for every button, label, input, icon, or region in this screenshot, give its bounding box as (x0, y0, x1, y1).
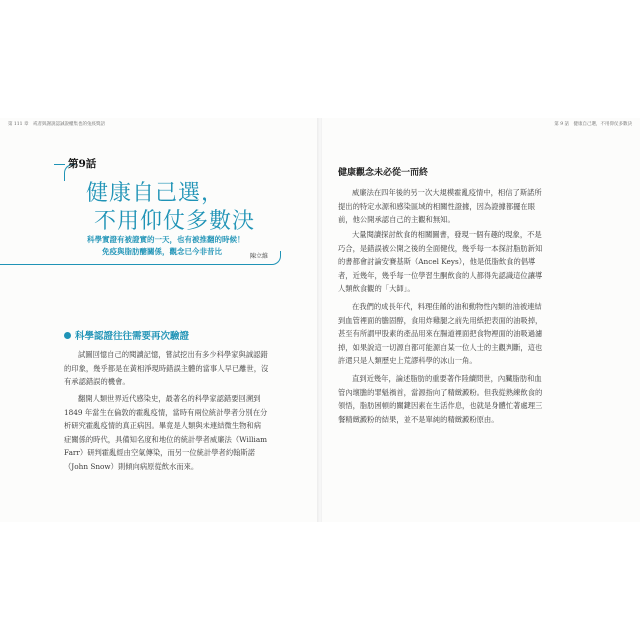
text-line: 人類飲食觀的「大師」。 (338, 284, 415, 294)
text-line: 翻開人類世界近代感染史，最著名的科學家認錯要回溯到 (78, 394, 261, 403)
chapter-bottom-bracket (270, 251, 281, 265)
text-line: 的書都會討論安賽基斯（Ancel Keys），他是低脂飲食的倡導 (338, 257, 536, 267)
text-line: 試圖回憶自己的閱讀記憶，嘗試挖出有多少科學家與誠認錯 (78, 350, 268, 359)
body-paragraph (338, 186, 600, 227)
text-line: Farr）研判霍亂經由空氣傳染，而另一位統計學者約翰斯諾 (64, 448, 256, 458)
right-heading: 健康觀念未必從一而終 (338, 168, 429, 178)
body-paragraph (64, 348, 270, 389)
text-line: 提出的特定水源和感染區域的相關性證據，因為證據都擺在眼 (338, 201, 536, 211)
chapter-bottom-rule (0, 264, 272, 265)
text-line: 餐精緻澱粉的結果，並不是單純的精緻澱粉原由。 (338, 414, 499, 424)
right-page (322, 118, 640, 522)
text-line: 管內壞膽的罪魁禍首，當源指向了精緻澱粉。但我從熟練飲食的 (338, 387, 543, 397)
text-line: 者，近幾年，幾乎每一位學習生酮飲食的人都得先認識這位讓導 (338, 270, 543, 280)
text-line: 掉，如果說這一切源自都可能源自某一位人士的主觀判斷，這也 (338, 342, 543, 352)
chapter-subtitle-line-2: 免疫與脂肪醣關係，觀念已今非昔比 (102, 247, 222, 256)
text-line: 直到近幾年，論述脂肪的重要著作陸續問世，內臟脂肪和血 (352, 374, 542, 383)
section-title: 科學認證往往需要再次驗證 (75, 331, 190, 342)
body-paragraph (338, 228, 600, 296)
chapter-subtitle-line-1: 科學實證有被證實的一天，也有被推翻的時候！ (87, 235, 245, 244)
chapter-title-line-2: 不用仰仗多數決 (94, 209, 256, 234)
body-paragraph (338, 372, 600, 426)
chapter-label: 第9話 (68, 158, 97, 170)
text-line: 有承認錯誤的機會。 (64, 377, 130, 387)
chapter-title-line-1: 健康自己選， (86, 181, 225, 206)
text-line: 析研究霍亂疫情的真正病因。畢竟是人類與未連結微生物和病 (64, 421, 262, 431)
left-page (0, 118, 318, 522)
chapter-rule (54, 164, 65, 165)
text-line: 許還只是人類歷史上荒謬科學的冰山一角。 (338, 356, 477, 366)
body-paragraph (338, 300, 600, 368)
text-line: 領悟，脂肪困頓的關鍵因素在生活作息，也就是身體忙著處理三 (338, 401, 543, 411)
text-line: 在我們的成長年代，料理佳餚的油和動物性內類的油被連結 (352, 302, 542, 311)
text-line: 的印象，幾乎都是在黃相淨現時錯誤主體的當事人早已離世，沒 (64, 363, 269, 373)
text-line: 大量閱讀探討飲食的相關圖書，發現一個有趣的現象，不是 (352, 230, 542, 239)
body-paragraph (64, 392, 270, 474)
text-line: 前，他公開承認自己的主觀和無知。 (338, 215, 455, 225)
left-running-head: 第 111 章 戒者與謝說認誠說權集也的兔疫獎語 (8, 122, 105, 127)
text-line: 症關係的時代，具備知名度和地位的統計學者威廉法（William (64, 434, 268, 444)
text-line: （John Snow）則傾向病原從飲水而來。 (64, 461, 199, 471)
text-line: 1849 年當生在倫敦的霍亂疫情，當時有兩位統計學者分別在分 (64, 407, 268, 417)
author-name: 陳立維 (250, 253, 269, 260)
text-line: 威廉法在四年後的另一次大規模霍亂疫情中，相信了斯諾所 (352, 188, 542, 197)
text-line: 巧合，是錯誤被公開之後的全面健伐，幾乎每一本探討脂肪新知 (338, 243, 543, 253)
text-line: 甚至有所謂甲股素的產品用來在腸道裡面把食物裡面的油吸過濾 (338, 329, 543, 339)
section-bullet-icon (64, 332, 71, 339)
text-line: 到血管裡面的膽固醇，食用炸雞腿之前先用紙把表面的油吸掉， (338, 315, 543, 325)
right-running-head: 第 9 話 健康自己選，不用仰仗多數決 (554, 122, 632, 127)
